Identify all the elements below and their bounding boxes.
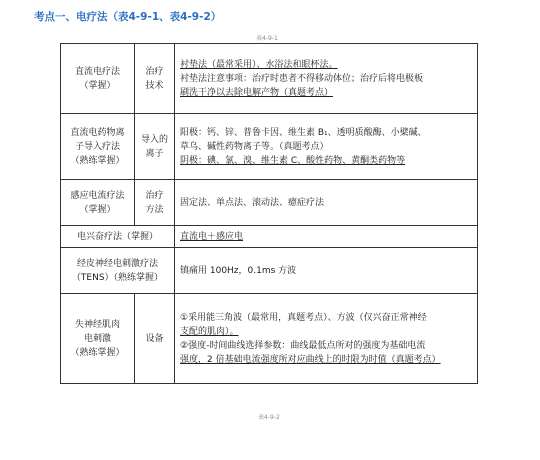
cell-text: 衬垫法注意事项：治疗时患者不得移动体位；治疗后将电极板 [180, 73, 424, 84]
cell-text: 技术 [145, 80, 164, 91]
cell-text: 离子 [145, 148, 164, 159]
cell-text: 治疗 [145, 190, 164, 201]
table-caption-top: 表4-9-1 [256, 35, 278, 42]
method-cell [135, 114, 175, 180]
table-row [61, 180, 478, 226]
cell-text: 电刺激 [83, 333, 111, 344]
cell-text: （TENS）（熟练掌握） [71, 272, 164, 283]
cell-text: 镇痛用 100Hz，0.1ms 方波 [180, 265, 297, 276]
therapy-name-cell [61, 114, 135, 180]
cell-text: 直流电药物离 [70, 127, 125, 138]
cell-text: 直流电＋感应电 [180, 231, 244, 242]
cell-text: 子导入疗法 [74, 141, 120, 152]
table-row [61, 248, 478, 294]
cell-text: （熟练掌握） [70, 347, 125, 358]
cell-text: （掌握） [79, 204, 116, 215]
cell-text: 失神经肌肉 [74, 319, 120, 330]
method-cell [135, 180, 175, 226]
table-row [61, 114, 478, 180]
cell-text: ①采用能三角波（最常用，真题考点）、方波（仅兴奋正常神经 [180, 312, 427, 323]
section-heading: 考点一、电疗法（表4-9-1、表4-9-2） [34, 11, 222, 23]
electrotherapy-table [60, 43, 478, 384]
cell-text: 衬垫法（最常采用）、水浴法和眼杯法。 [180, 59, 338, 70]
table-row [61, 44, 478, 114]
cell-text: 支配的肌肉）。 [180, 326, 239, 337]
cell-text: 电兴奋疗法（掌握） [76, 231, 158, 242]
content-cell [175, 180, 478, 226]
therapy-name-cell [61, 44, 135, 114]
cell-text: 方法 [145, 204, 164, 215]
content-cell [175, 294, 478, 384]
cell-text: 阳极：钙、锌、普鲁卡因、维生素 B₁、透明质酸酶、小檗碱、 [180, 127, 427, 138]
table-caption-bottom: 表4-9-2 [258, 414, 280, 421]
cell-text: （掌握） [79, 80, 116, 91]
cell-text: 导入的 [140, 134, 168, 145]
therapy-name-cell [61, 294, 135, 384]
method-cell [135, 44, 175, 114]
cell-text: 固定法、单点法、滚动法、癔症疗法 [180, 197, 325, 208]
content-cell [175, 248, 478, 294]
method-cell [135, 294, 175, 384]
content-cell [175, 114, 478, 180]
cell-text: ②强度-时间曲线选择参数：曲线最低点所对的强度为基础电流 [180, 340, 426, 351]
cell-text: 直流电疗法 [74, 66, 120, 77]
cell-text: 阴极：碘、氯、溴、维生素 C、酸性药物、黄酮类药物等 [180, 155, 406, 166]
cell-text: 强度，2 倍基础电流强度所对应曲线上的时限为时值（真题考点） [180, 354, 441, 365]
content-cell [175, 44, 478, 114]
content-cell [175, 226, 478, 248]
therapy-name-cell [61, 180, 135, 226]
cell-text: （熟练掌握） [70, 155, 125, 166]
cell-text: 治疗 [145, 66, 164, 77]
cell-text: 感应电流疗法 [70, 190, 125, 201]
therapy-name-cell [61, 248, 175, 294]
cell-text: 设备 [145, 333, 164, 344]
cell-text: 草乌、碱性药物离子等。（真题考点） [180, 141, 329, 152]
table-row [61, 226, 478, 248]
table-row [61, 294, 478, 384]
cell-text: 刷洗干净以去除电解产物（真题考点） [180, 87, 334, 98]
therapy-name-cell [61, 226, 175, 248]
cell-text: 经皮神经电刺激疗法 [76, 258, 158, 269]
